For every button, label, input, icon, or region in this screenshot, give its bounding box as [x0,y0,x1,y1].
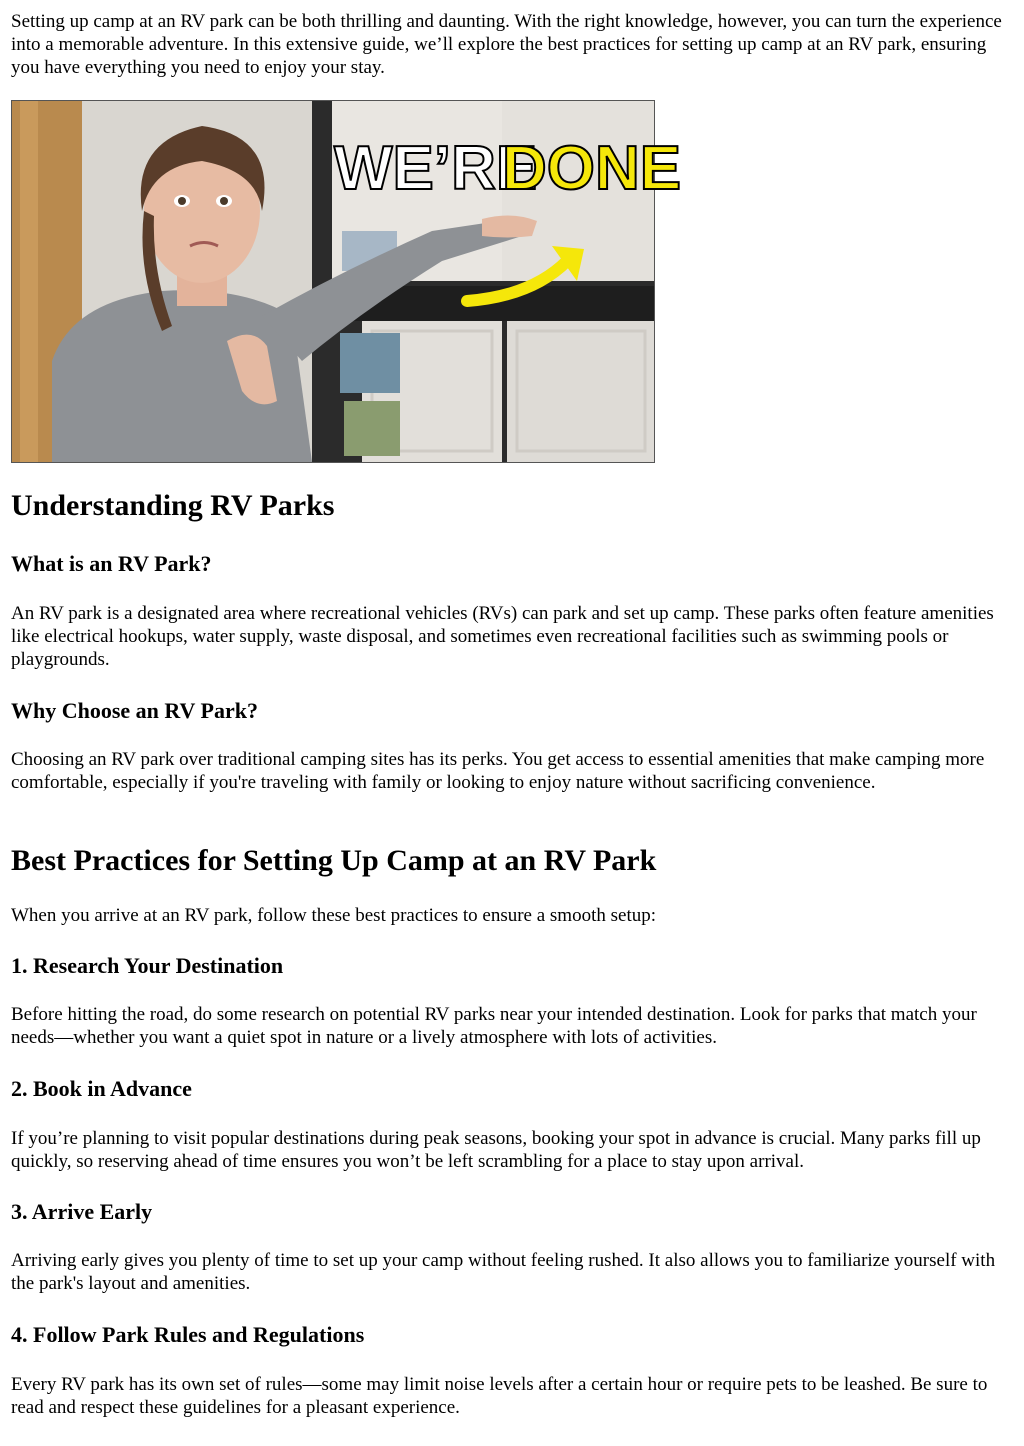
intro-paragraph: Setting up camp at an RV park can be both thrilling and daunting. With the right knowledge, however, you can turn the experience into a memorable adventure. In this extensive guide, we’ll explore the best practices for setting up camp at an RV park, ensuring you have everything you need to enjoy your stay. [11,11,1002,78]
heading-why-choose: Why Choose an RV Park? [11,698,258,723]
paragraph-step-1: Before hitting the road, do some research on potential RV parks near your intended destination. Look for parks that match your needs—whether you want a quiet spot in nature or a lively atmosphere with lots of activities. [11,1004,977,1048]
paragraph-step-4: Every RV park has its own set of rules—some may limit noise levels after a certain hour or require pets to be leashed. Be sure to read and respect these guidelines for a pleasant experience. [11,1374,988,1418]
paragraph-step-2: If you’re planning to visit popular destinations during peak seasons, booking your spot in advance is crucial. Many parks fill up quickly, so reserving ahead of time ensures you won’t be left scrambling for a place to stay upon arrival. [11,1128,981,1172]
paragraph-why-choose: Choosing an RV park over traditional camping sites has its perks. You get access to essential amenities that make camping more comfortable, especially if you're traveling with family or looking to enjoy nature without sacrificing convenience. [11,749,985,793]
hero-caption-yellow: DONE [502,134,682,203]
paragraph-step-3: Arriving early gives you plenty of time to set up your camp without feeling rushed. It also allows you to familiarize yourself with the park's layout and amenities. [11,1250,996,1294]
hero-image [11,100,682,463]
heading-step-2: 2. Book in Advance [11,1076,192,1101]
hero-caption-white: WE’RE [334,134,538,203]
paragraph-what-is: An RV park is a designated area where recreational vehicles (RVs) can park and set up camp. These parks often feature amenities like electrical hookups, water supply, waste disposal, and sometimes even recreational facilities such as swimming pools or playgrounds. [11,603,994,670]
heading-understanding: Understanding RV Parks [11,489,335,522]
heading-what-is: What is an RV Park? [11,551,212,576]
heading-step-3: 3. Arrive Early [11,1199,153,1224]
paragraph-best-practices-lead: When you arrive at an RV park, follow these best practices to ensure a smooth setup: [11,905,656,926]
heading-step-1: 1. Research Your Destination [11,953,284,978]
heading-best-practices: Best Practices for Setting Up Camp at an RV Park [11,844,657,877]
heading-step-4: 4. Follow Park Rules and Regulations [11,1322,365,1347]
